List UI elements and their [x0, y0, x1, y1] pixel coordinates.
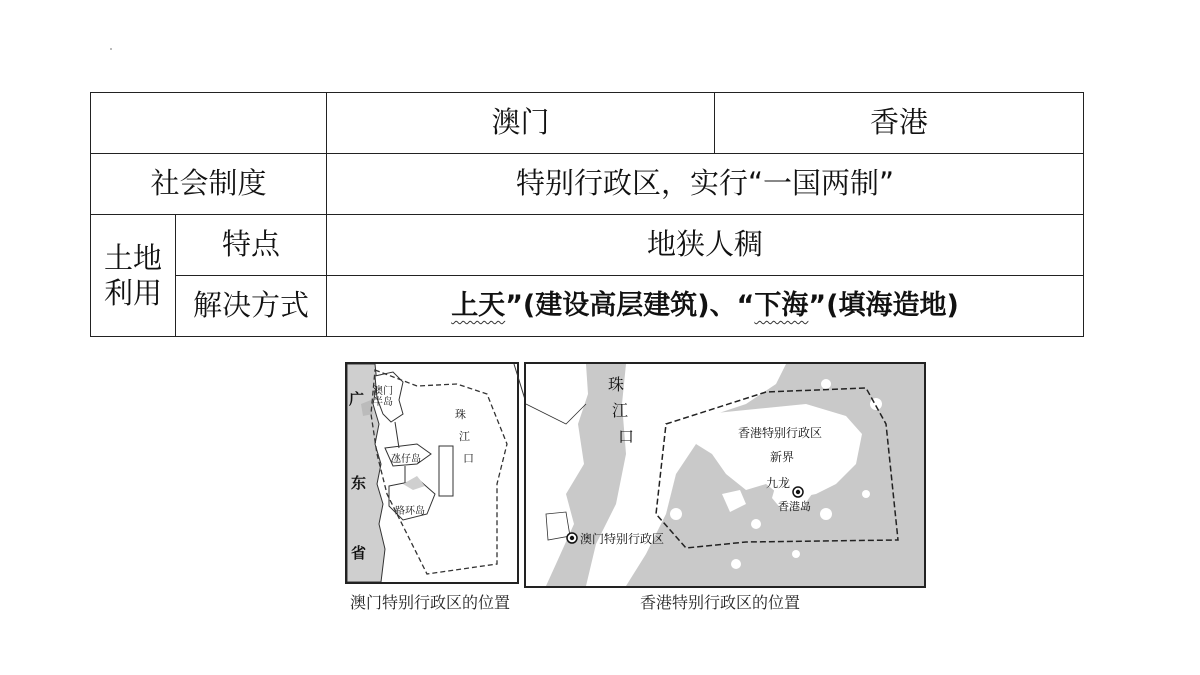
- header-hongkong: 香港: [715, 93, 1084, 154]
- macau-label-dong: 东: [351, 474, 367, 492]
- macau-label-coloane: 路环岛: [395, 506, 425, 517]
- macau-label-jiang: 江: [459, 430, 470, 443]
- hk-label-sar: 香港特别行政区: [738, 426, 823, 440]
- hk-label-jiang: 江: [612, 401, 629, 420]
- table-header-row: [91, 93, 1084, 154]
- macau-label-peninsula: 澳门半岛: [373, 386, 393, 408]
- land-use-label: 土地利用: [103, 240, 162, 310]
- macau-label-guang: 广: [349, 390, 365, 408]
- solution-up-text: 上天: [451, 290, 506, 322]
- macau-label-kou: 口: [463, 452, 474, 465]
- decorative-dot: [110, 48, 112, 50]
- table-row-feature: [91, 215, 1084, 276]
- solution-down-desc: ”(填海造地): [808, 290, 959, 322]
- hk-label-macau-sar: 澳门特别行政区: [580, 532, 665, 546]
- row-value-solution: [327, 276, 1084, 337]
- macau-label-sheng: 省: [351, 544, 367, 562]
- row-group-land-use: [91, 215, 176, 337]
- row-label-system: 社会制度: [91, 154, 327, 215]
- hongkong-map-caption: 香港特别行政区的位置: [640, 593, 801, 612]
- row-label-feature: 特点: [176, 215, 327, 276]
- hk-label-zhu: 珠: [608, 375, 625, 394]
- hk-label-kou: 口: [618, 427, 635, 446]
- row-value-system: 特别行政区，实行“一国两制”: [327, 154, 1084, 215]
- hongkong-map: [524, 362, 926, 588]
- macau-map-caption: 澳门特别行政区的位置: [350, 593, 511, 612]
- hk-label-hk-island: 香港岛: [778, 500, 811, 513]
- comparison-table: [90, 92, 1084, 337]
- macau-map: [345, 362, 519, 584]
- macau-label-zhu: 珠: [455, 408, 466, 421]
- hk-label-kowloon: 九龙: [766, 476, 791, 490]
- solution-down-text: 下海: [754, 290, 809, 322]
- table-row-solution: [91, 276, 1084, 337]
- row-label-solution: 解决方式: [176, 276, 327, 337]
- macau-label-taipa: 氹仔岛: [391, 454, 421, 465]
- solution-up-desc: ”(建设高层建筑)、“: [505, 290, 755, 322]
- row-value-feature: 地狭人稠: [327, 215, 1084, 276]
- table-row-system: [91, 154, 1084, 215]
- header-macau: 澳门: [327, 93, 715, 154]
- header-empty-cell: [91, 93, 327, 154]
- hk-label-new-territories: 新界: [770, 450, 795, 464]
- hongkong-map-graphic: [526, 364, 924, 586]
